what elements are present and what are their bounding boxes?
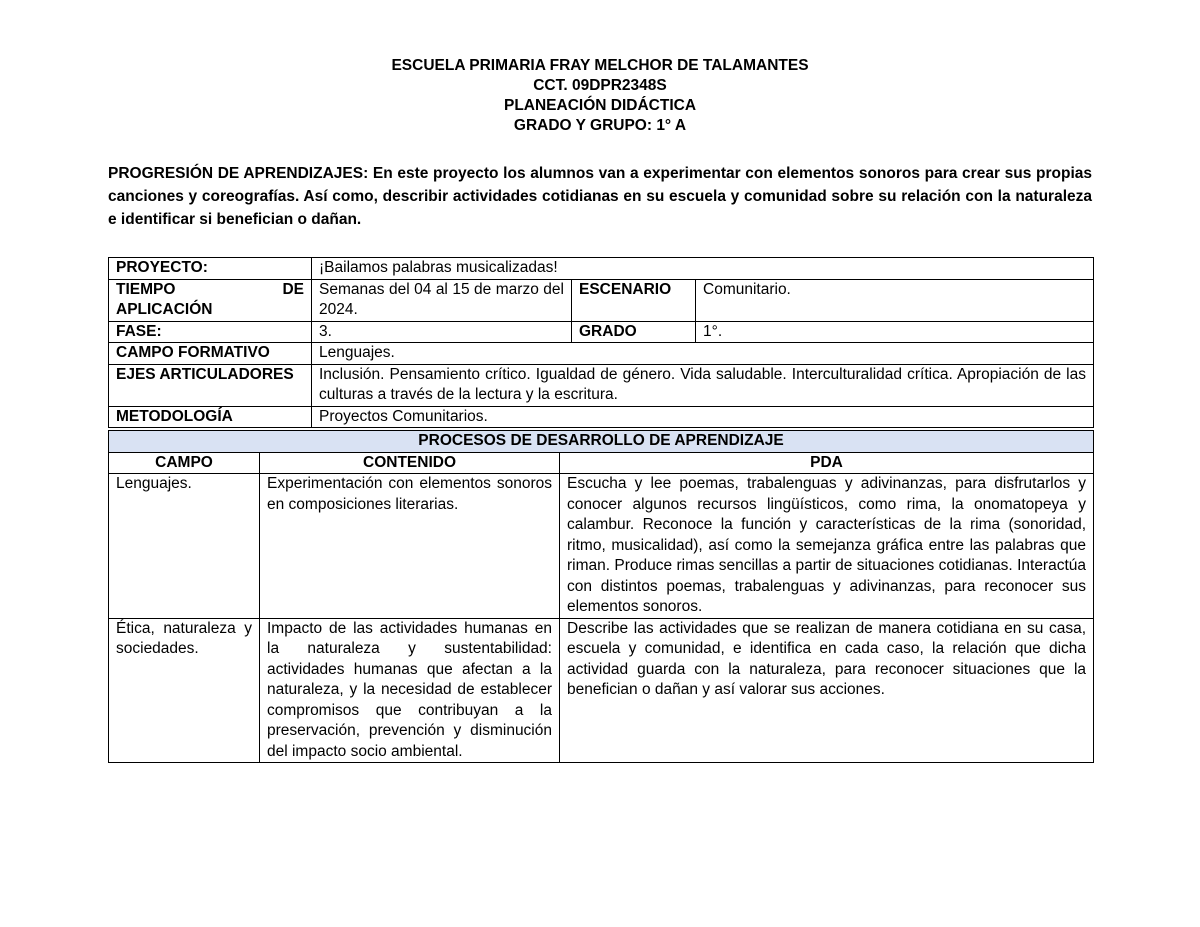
procesos-header-row xyxy=(109,452,1094,474)
proyecto-value: ¡Bailamos palabras musicalizadas! xyxy=(312,258,1094,280)
procesos-table xyxy=(108,430,1094,763)
grado-value: 1°. xyxy=(696,321,1094,343)
school-name: ESCUELA PRIMARIA FRAY MELCHOR DE TALAMANTES xyxy=(391,57,809,74)
proyecto-row xyxy=(109,258,1094,280)
progresion-label: PROGRESIÓN DE APRENDIZAJES: xyxy=(108,165,369,182)
row-contenido: Experimentación con elementos sonoros en composiciones literarias. xyxy=(260,474,560,619)
procesos-title-row xyxy=(109,431,1094,453)
table-row xyxy=(109,618,1094,763)
tiempo-label-word2: DE xyxy=(282,280,304,298)
ejes-value: Inclusión. Pensamiento crítico. Igualdad de género. Vida saludable. Interculturalidad crítica. Apropiación de las culturas a través de la lectura y la escritura. xyxy=(312,364,1094,406)
fase-row xyxy=(109,321,1094,343)
row-pda: Escucha y lee poemas, trabalenguas y adivinanzas, para disfrutarlos y conocer algunos recursos lingüísticos, como rima, la onomatopeya y calambur. Reconoce la función y características de la rima (sonoridad, ritmo, musicalidad), así como la semejanza gráfica entre las palabras que riman. Produce rimas sencillas a partir de situaciones cotidianas. Interactúa con distintos poemas, trabalenguas y adivinanzas, para reconocer sus elementos sonoros. xyxy=(560,474,1094,619)
grade-group: GRADO Y GRUPO: 1° A xyxy=(513,117,687,134)
row-contenido: Impacto de las actividades humanas en la naturaleza y sustentabilidad: actividades humanas que afectan a la naturaleza, y la necesidad de establecer compromisos que contribuyan a la preservación, prevención y disminución del impacto socio ambiental. xyxy=(260,618,560,763)
metodologia-label: METODOLOGÍA xyxy=(109,406,312,428)
column-header-campo: CAMPO xyxy=(109,452,260,474)
tiempo-value: Semanas del 04 al 15 de marzo del 2024. xyxy=(312,279,572,321)
table-row xyxy=(109,474,1094,619)
document-type: PLANEACIÓN DIDÁCTICA xyxy=(503,97,697,114)
document-header xyxy=(108,56,1092,136)
grado-label: GRADO xyxy=(572,321,696,343)
metodologia-row xyxy=(109,406,1094,428)
fase-value: 3. xyxy=(312,321,572,343)
column-header-contenido: CONTENIDO xyxy=(260,452,560,474)
escenario-label: ESCENARIO xyxy=(572,279,696,321)
campo-formativo-label: CAMPO FORMATIVO xyxy=(109,343,312,365)
procesos-title: PROCESOS DE DESARROLLO DE APRENDIZAJE xyxy=(109,431,1094,453)
progresion-text: En este proyecto los alumnos van a experimentar con elementos sonoros para crear sus propias canciones y coreografías. Así como, describir actividades cotidianas en su escuela y comunidad sobre su relación con la naturaleza e identificar si benefician o dañan. xyxy=(108,165,1092,228)
cct-code: CCT. 09DPR2348S xyxy=(533,77,667,94)
metodologia-value: Proyectos Comunitarios. xyxy=(312,406,1094,428)
campo-formativo-value: Lenguajes. xyxy=(312,343,1094,365)
tiempo-label-word1: TIEMPO xyxy=(116,280,176,298)
project-info-table xyxy=(108,257,1094,428)
campo-formativo-row xyxy=(109,343,1094,365)
row-campo: Lenguajes. xyxy=(109,474,260,619)
tiempo-label xyxy=(109,279,312,321)
escenario-value: Comunitario. xyxy=(696,279,1094,321)
fase-label: FASE: xyxy=(109,321,312,343)
row-campo: Ética, naturaleza y sociedades. xyxy=(109,618,260,763)
ejes-label: EJES ARTICULADORES xyxy=(109,364,312,406)
ejes-row xyxy=(109,364,1094,406)
tiempo-row xyxy=(109,279,1094,321)
row-pda: Describe las actividades que se realizan de manera cotidiana en su casa, escuela y comunidad, e identifica en cada caso, la relación que dicha actividad guarda con la naturaleza, para reconocer situaciones que la benefician o dañan y así valorar sus acciones. xyxy=(560,618,1094,763)
tiempo-label-word3: APLICACIÓN xyxy=(116,301,213,318)
proyecto-label: PROYECTO: xyxy=(109,258,312,280)
column-header-pda: PDA xyxy=(560,452,1094,474)
progresion-paragraph xyxy=(108,162,1092,231)
